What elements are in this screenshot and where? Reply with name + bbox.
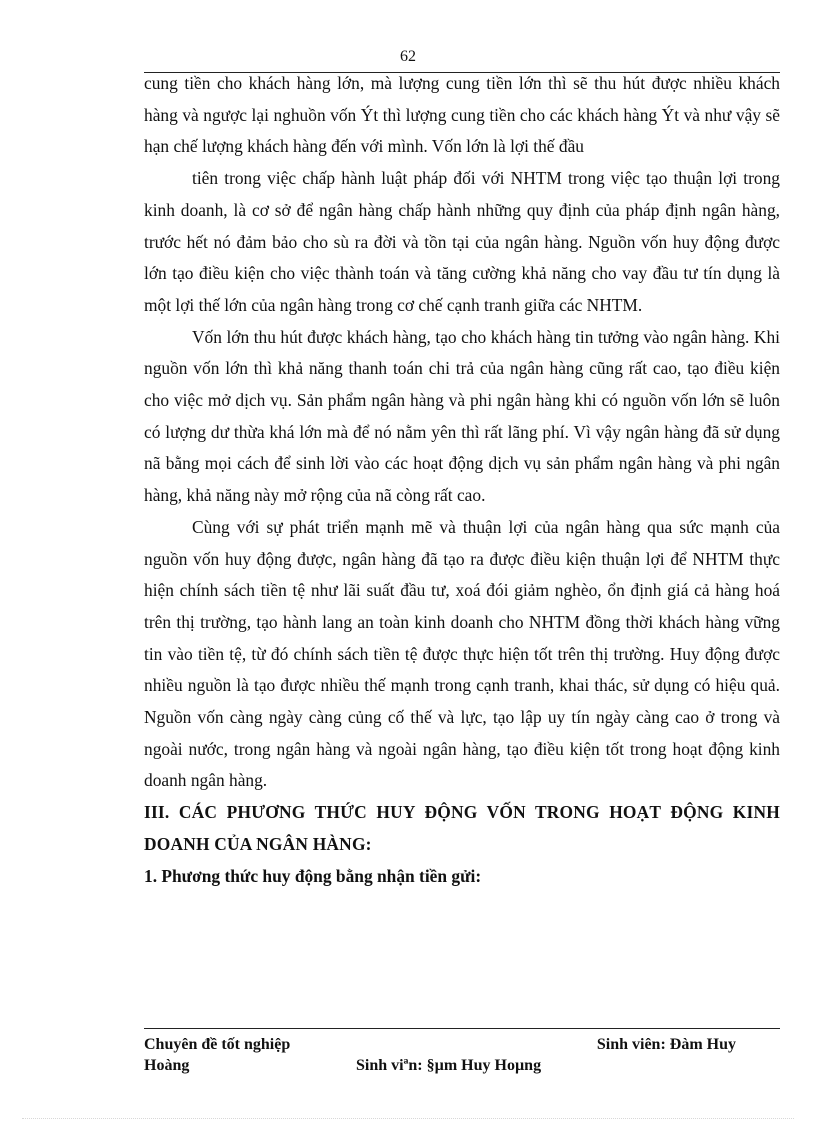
paragraph-2: tiên trong việc chấp hành luật pháp đối với NHTM trong việc tạo thuận lợi trong kinh doanh, là cơ sở để ngân hàng chấp hành những quy định của pháp định ngân hàng, trước hết nó đảm bảo cho sù ra đời và tồn tại của ngân hàng. Nguồn vốn huy động được lớn tạo điều kiện cho việc thành toán và tăng cường khả năng cho vay đầu tư tín dụng là một lợi thế lớn của ngân hàng trong cơ chế cạnh tranh giữa các NHTM.: [144, 168, 780, 315]
page-footer: [144, 1034, 780, 1076]
page-number: 62: [400, 48, 416, 65]
paragraph-4: Cùng với sự phát triển mạnh mẽ và thuận lợi của ngân hàng qua sức mạnh của nguồn vốn huy động được, ngân hàng đã tạo ra được điều kiện thuận lợi để NHTM thực hiện chính sách tiền tệ như lãi suất đầu tư, xoá đói giảm nghèo, ổn định giá cả hàng hoá trên thị trường, tạo hành lang an toàn kinh doanh cho NHTM đồng thời khách hàng vững tin vào tiền tệ, từ đó chính sách tiền tệ được thực hiện tốt trên thị trường. Huy động được nhiều nguồn là tạo được nhiều thế mạnh trong cạnh tranh, khai thác, sử dụng có hiệu quả. Nguồn vốn càng ngày càng củng cố thế và lực, tạo lập uy tín ngày càng cao ở trong và ngoài nước, trong ngân hàng và ngoài ngân hàng, tạo điều kiện tốt trong hoạt động kinh doanh ngân hàng.: [144, 516, 780, 791]
footer-student: Sinh viên: Đàm Huy: [596, 1036, 736, 1053]
document-body: [144, 68, 780, 892]
footer-rule: [144, 1028, 780, 1029]
page-bottom-edge: [22, 1118, 794, 1119]
section-heading: III. CÁC PHƯƠNG THỨC HUY ĐỘNG VỐN TRONG HOẠT ĐỘNG KINH DOANH CỦA NGÂN HÀNG:: [144, 802, 780, 854]
footer-student-name-wrap: Hoàng: [144, 1057, 190, 1074]
footer-topic: Chuyên đề tốt nghiệp: [144, 1036, 291, 1053]
paragraph-3: Vốn lớn thu hút được khách hàng, tạo cho khách hàng tin tưởng vào ngân hàng. Khi nguồn vốn lớn thì khả năng thanh toán chi trả của ngân hàng cũng rất cao, tạo điều kiện cho việc mở dịch vụ. Sản phẩm ngân hàng và phi ngân hàng khi có nguồn vốn lớn sẽ luôn có lượng dư thừa khá lớn mà để nó nằm yên thì rất lãng phí. Vì vậy ngân hàng đã sử dụng nã bằng mọi cách để sinh lời vào các hoạt động dịch vụ sản phẩm ngân hàng và phi ngân hàng, khả năng này mở rộng của nã còng rất cao.: [144, 326, 780, 506]
subsection-heading: 1. Phương thức huy động bằng nhận tiền gửi:: [144, 865, 482, 886]
footer-student-garbled: Sinh viªn: §µm Huy Hoµng: [356, 1057, 542, 1074]
paragraph-1: cung tiền cho khách hàng lớn, mà lượng cung tiền lớn thì sẽ thu hút được nhiều khách hàng và ngược lại nghuồn vốn Ýt thì lượng cung tiền cho các khách hàng Ýt và như vậy sẽ hạn chế lượng khách hàng đến với mình. Vốn lớn là lợi thế đầu: [144, 73, 780, 157]
